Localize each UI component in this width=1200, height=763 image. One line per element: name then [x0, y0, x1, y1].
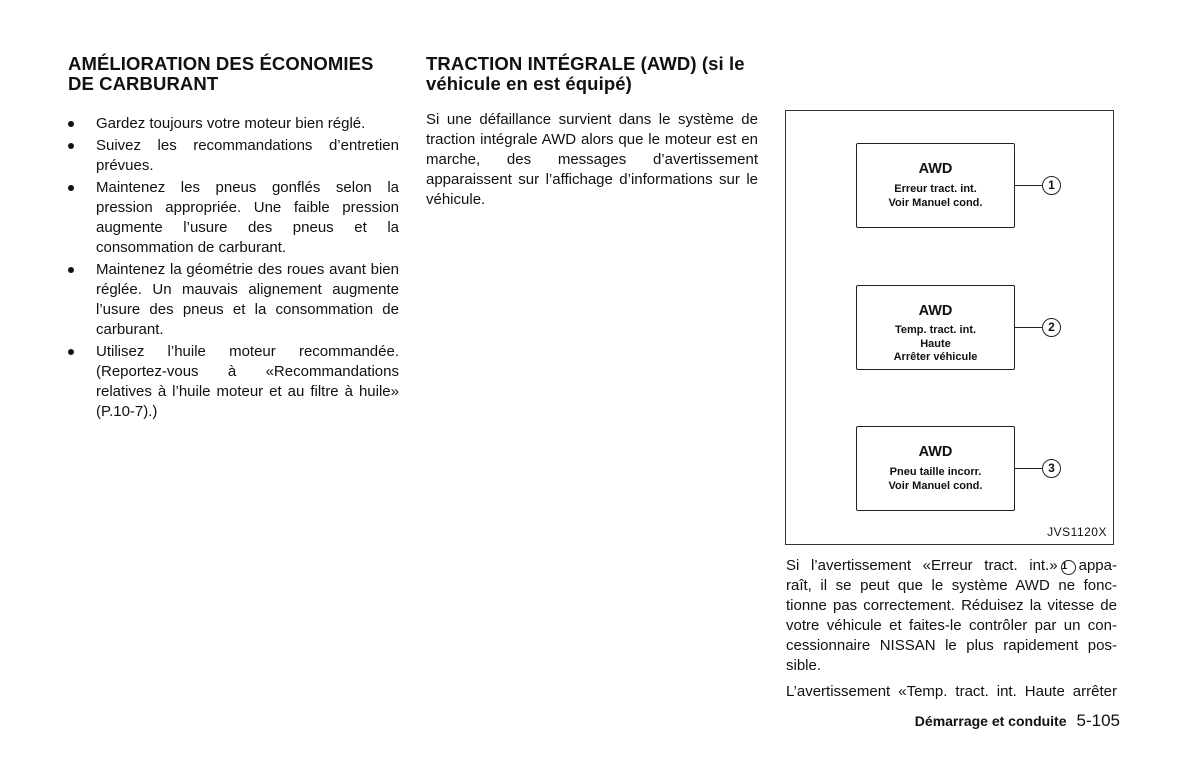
footer-section-title: Démarrage et conduite — [914, 713, 1067, 729]
callout-leader — [1015, 468, 1042, 469]
awd-warning-figure — [785, 110, 1114, 545]
callout-leader — [1015, 185, 1042, 186]
middle-column — [426, 54, 758, 210]
bullet-icon — [68, 121, 74, 127]
list-item: Maintenez la géométrie des roues avant bien réglée. Un mauvais alignement augmente l’usure des pneus et la consommation de carburant. — [68, 260, 399, 340]
list-item: Maintenez les pneus gonflés selon la pression appropriée. Une faible pression augmente l’usure des pneus et la consommation de carburant. — [68, 178, 399, 258]
section-heading-awd: TRACTION INTÉGRALE (AWD) (si le véhicule en est équipé) — [426, 53, 745, 94]
callout-3: 3 — [1042, 459, 1061, 478]
awd-screen-1: AWD Erreur tract. int. Voir Manuel cond. — [856, 143, 1015, 228]
callout-1: 1 — [1042, 176, 1061, 195]
awd-intro-paragraph: Si une défaillance survient dans le système de traction intégrale AWD alors que le moteur est en marche, des messages d’avertissement apparaissent sur l’affichage d’informations sur le véhicule. — [426, 111, 758, 208]
awd-screen-3: AWD Pneu taille incorr. Voir Manuel cond. — [856, 426, 1015, 511]
bullet-icon — [68, 185, 74, 191]
list-item: Suivez les recommandations d’entretien prévues. — [68, 136, 399, 176]
section-heading-fuel-economy: AMÉLIORATION DES ÉCONOMIES DE CARBURANT — [68, 53, 374, 94]
bullet-icon — [68, 267, 74, 273]
callout-leader — [1015, 327, 1042, 328]
callout-2: 2 — [1042, 318, 1061, 337]
bullet-icon — [68, 143, 74, 149]
bullet-icon — [68, 349, 74, 355]
right-column — [786, 556, 1117, 702]
list-item: Gardez toujours votre moteur bien réglé. — [68, 114, 399, 134]
callout-ref-1: 1 — [1061, 560, 1076, 575]
list-item: Utilisez l’huile moteur recommandée. (Reportez-vous à «Recommandations relatives à l’huile moteur et au filtre à huile» (P.10-7).) — [68, 342, 399, 422]
page-footer — [850, 711, 1120, 731]
awd-screen-2: AWD Temp. tract. int. Haute Arrêter véhicule — [856, 285, 1015, 370]
figure-code: JVS1120X — [1047, 525, 1107, 539]
awd-temp-paragraph: L’avertissement «Temp. tract. int. Haute arrêter — [786, 683, 1117, 700]
fuel-tips-list — [68, 114, 399, 422]
awd-error-paragraph: Si l’avertissement «Erreur tract. int.» 1 appa- raît, il se peut que le système AWD ne fonc- tionne pas correctement. Réduisez la vitesse de votre véhicule et faites-le contrôler par un con- cessionnaire NISSAN le plus rapidement pos- sible. — [786, 557, 1117, 674]
page-number: 5-105 — [1076, 711, 1120, 730]
left-column — [68, 54, 399, 424]
